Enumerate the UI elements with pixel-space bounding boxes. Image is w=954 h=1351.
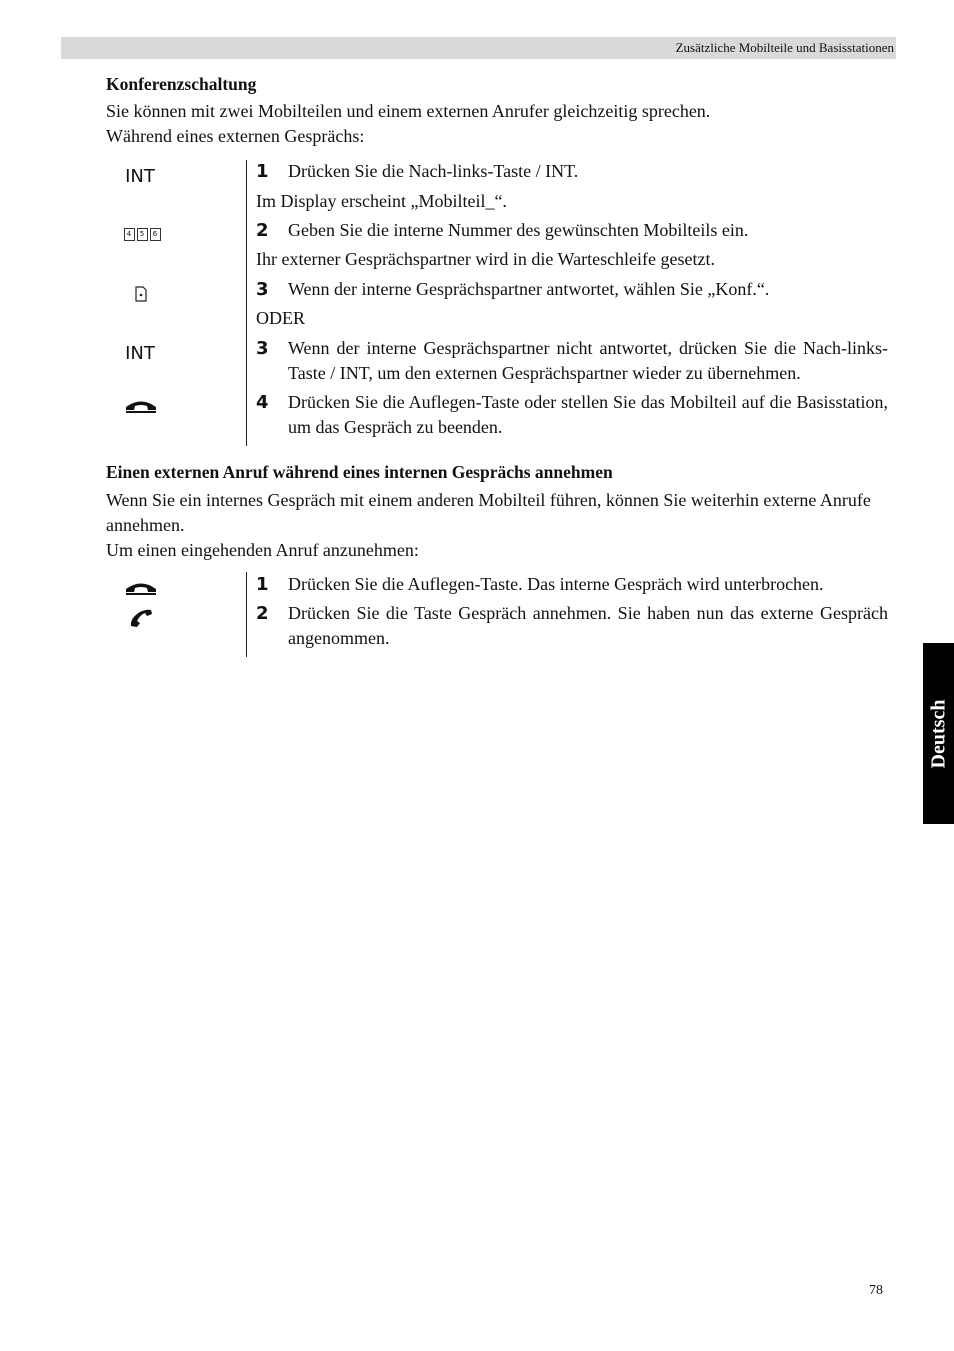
language-tab xyxy=(923,643,954,824)
step-number: 3 xyxy=(256,338,269,359)
step-number: 1 xyxy=(256,161,269,182)
section2-step-1 xyxy=(256,572,896,597)
step-divider xyxy=(246,160,247,446)
page-number: 78 xyxy=(869,1283,883,1298)
step-number: 3 xyxy=(256,279,269,300)
section1-intro-2: Während eines externen Gesprächs: xyxy=(106,126,365,146)
int-key-icon-2 xyxy=(118,340,162,366)
number-keys-icon xyxy=(118,226,166,242)
step-1 xyxy=(256,159,888,184)
step-divider-2 xyxy=(246,572,247,657)
int-key-icon xyxy=(118,163,162,189)
step-number: 1 xyxy=(256,574,269,595)
step-text: Wenn der interne Gesprächspartner nicht antwortet, drücken Sie die Nach-links-Taste / INT, um den externen Gesprächspartner wieder zu übernehmen. xyxy=(288,338,888,383)
step-text: Drücken Sie die Taste Gespräch annehmen. Sie haben nun das externe Gespräch angenommen. xyxy=(288,603,888,648)
step-text: Wenn der interne Gesprächspartner antwortet, wählen Sie „Konf.“. xyxy=(288,279,770,299)
step-text: Drücken Sie die Nach-links-Taste / INT. xyxy=(288,161,579,181)
int-key-label: INT xyxy=(125,165,155,187)
hold-note: Ihr externer Gesprächspartner wird in die Warteschleife gesetzt. xyxy=(256,249,716,269)
key-5: 5 xyxy=(137,228,148,241)
step-3a xyxy=(256,277,888,302)
section2-step-2 xyxy=(256,601,888,651)
key-6: 6 xyxy=(150,228,161,241)
step-number: 2 xyxy=(256,220,269,241)
section2-intro-2: Um einen eingehenden Anruf anzunehmen: xyxy=(106,540,419,560)
section-heading-external-call: Einen externen Anruf während eines internen Gesprächs annehmen xyxy=(106,462,613,482)
hang-up-icon-2 xyxy=(122,578,160,598)
step-text: Drücken Sie die Auflegen-Taste. Das interne Gespräch wird unterbrochen. xyxy=(288,574,824,594)
hang-up-icon xyxy=(122,396,160,416)
language-tab-label: Deutsch xyxy=(927,699,949,768)
step-number: 4 xyxy=(256,392,269,413)
int-key-label-2: INT xyxy=(125,342,155,364)
step-4 xyxy=(256,390,888,440)
section2-intro: Wenn Sie ein internes Gespräch mit einem anderen Mobilteil führen, können Sie weiterhin externe Anrufe annehmen. xyxy=(106,490,871,535)
step-number: 2 xyxy=(256,603,269,624)
step-text: Drücken Sie die Auflegen-Taste oder stellen Sie das Mobilteil auf die Basisstation, um das Gespräch zu beenden. xyxy=(288,392,888,437)
answer-call-icon xyxy=(126,606,156,630)
section1-intro: Sie können mit zwei Mobilteilen und einem externen Anrufer gleichzeitig sprechen. xyxy=(106,101,711,121)
step-2 xyxy=(256,218,888,243)
key-4: 4 xyxy=(124,228,135,241)
softkey-icon xyxy=(132,285,150,303)
section-heading-konferenz: Konferenzschaltung xyxy=(106,74,257,94)
step-3b xyxy=(256,336,888,386)
oder-note: ODER xyxy=(256,308,305,328)
header-title: Zusätzliche Mobilteile und Basisstationen xyxy=(675,40,894,55)
step-text: Geben Sie die interne Nummer des gewünschten Mobilteils ein. xyxy=(288,220,749,240)
page-header xyxy=(61,37,896,59)
display-note: Im Display erscheint „Mobilteil_“. xyxy=(256,191,507,211)
